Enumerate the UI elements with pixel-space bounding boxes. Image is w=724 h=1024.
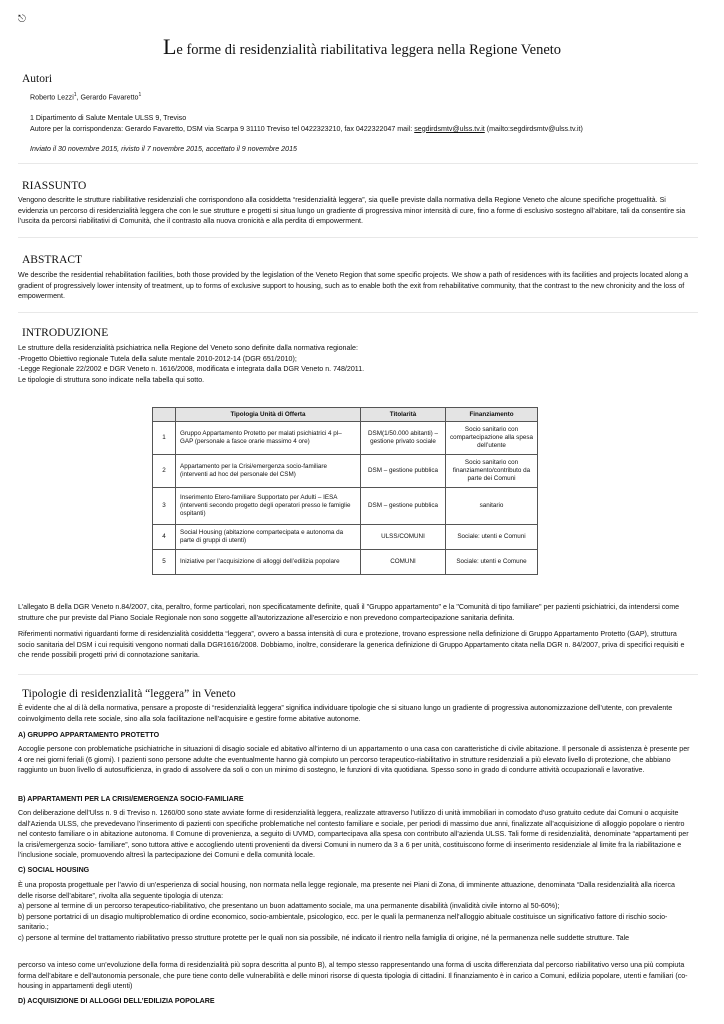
table-cell: ULSS/COMUNI — [361, 525, 446, 550]
intro-line: Le strutture della residenzialità psichiatrica nella Regione del Veneto sono definite dalla normativa regionale: — [18, 344, 358, 352]
subsection-d-heading: D) ACQUISIZIONE DI ALLOGGI DELL’EDILIZIA POPOLARE — [18, 997, 215, 1005]
subsection-b-text: Con deliberazione dell’Ulss n. 9 di Treviso n. 1260/00 sono state avviate forme di residenzialità leggera, realizzate attraverso l’utilizzo di unità immobiliari in comodato d’uso gratuito cedute dai Comuni o acquisite dall’Azienda ULSS, che prevedevano l’inserimento di pazienti con specifiche problematiche nel contesto familiare e sociale, per periodi di massimo due anni, finalizzate all’acquisizione di alloggio popolare o rientro nel contesto familiare o in abitazione autonoma. Il Comune di provenienza, a seguito di UVMD, compartecipava alla spesa con contributo all’azienda ULSS. Tali forme di residenzialità, denominate “appartamenti per la crisi/emergenza socio- familiare”, sono tuttora attive e accogliendo utenti provenienti da diversi Comuni in numero da 3 a 6 per unità, costituiscono forme di inserimento residenziale al limite fra la riabilitazione e l’inclusione sociale, promuovendo altresì la partecipazione dei Comuni e della comunità locale. — [18, 809, 689, 860]
divider — [18, 674, 698, 675]
subsection-a-text: Accoglie persone con problematiche psichiatriche in situazioni di disagio sociale ed abitativo all’interno di un appartamento o una casa con caratteristiche di civile abitazione. Il personale di assistenza è presente per 4 ore nei giorni feriali (6 giorni). I pazienti sono persone adulte che eventualmente hanno già compiuto un percorso terapeutico-riabilitativo in strutture residenziali a più elevato livello di protezione, che abbiano raggiunto un buon livello di autosufficienza, in grado di assolvere da soli o con un minimo di sostegno, le funzioni di vita quotidiana. Spesso sono in grado di condurre attività occupazionali e lavorative. — [18, 745, 690, 775]
intro-line: -Legge Regionale 22/2002 e DGR Veneto n. 1616/2008, modificata e integrata dalla DGR Veneto n. 748/2011. — [18, 365, 365, 374]
table-cell: Sociale: utenti e Comune — [446, 550, 538, 575]
after-table-text — [18, 602, 690, 661]
table-row — [153, 488, 538, 525]
divider — [18, 163, 698, 164]
table-cell: 3 — [153, 488, 176, 525]
table-header: Finanziamento — [446, 408, 538, 422]
table-row — [153, 455, 538, 488]
list-item: a) persone al termine di un percorso terapeutico-riabilitativo, che presentano un buon adattamento sociale, ma una permanente disabilità (invalidità civile intorno al 50-60%); — [18, 902, 560, 911]
table-cell: 1 — [153, 422, 176, 455]
introduzione-heading: INTRODUZIONE — [22, 327, 109, 339]
list-item: b) persone portatrici di un disagio multiproblematico di ordine economico, socio-ambientale, psicologico, ecc. per le quali la permanenza nell’alloggio abituale costituisce un significativo fattore di rischio socio-sanitario.; — [18, 912, 668, 932]
table-cell: DSM – gestione pubblica — [361, 455, 446, 488]
submission-dates: Inviato il 30 novembre 2015, rivisto il 7 novembre 2015, accettato il 9 novembre 2015 — [30, 145, 297, 154]
table-header-row — [153, 408, 538, 422]
riassunto-text: Vengono descritte le strutture riabilitative residenziali che corrispondono alla cosiddetta “residenzialità leggera”, sia quelle previste dalla normativa della Regione Veneto che alcune specifiche progettualità. Si evidenzia un percorso di residenzialità leggera che con le sue strutture e progetti si situa lungo un gradiente di progressiva minor intensità di cure, fino a forme di esclusivo sostegno all’abitare, tali da consentire sia l’uscita da percorsi riabilitativi di Comunità, che il contrasto alla nuova cronicità e alla perdita di empowerment. — [18, 196, 686, 226]
table-header: Tipologia Unità di Offerta — [176, 408, 361, 422]
correspondence: Autore per la corrispondenza: Gerardo Favaretto, DSM via Scarpa 9 31110 Treviso tel 0422323210, fax 0422322047 mail: segdirdsmtv@ulss.tv.it (mailto:segdirdsmtv@ulss.tv.it) — [30, 124, 583, 133]
table-cell: Socio sanitario con compartecipazione alla spesa dell’utente — [446, 422, 538, 455]
table-cell: Appartamento per la Crisi/emergenza socio-familiare (interventi ad hoc del personale del CSM) — [176, 455, 361, 488]
table-cell: Social Housing (abitazione compartecipata e autonoma da parte di gruppi di utenti) — [176, 525, 361, 550]
title-text: e forme di residenzialità riabilitativa leggera nella Regione Veneto — [176, 42, 562, 58]
table-cell: sanitario — [446, 488, 538, 525]
authors-heading: Autori — [22, 73, 53, 85]
riassunto-heading: RIASSUNTO — [22, 180, 87, 192]
intro-line: -Progetto Obiettivo regionale Tutela della salute mentale 2010-2012-14 (DGR 651/2010); — [18, 354, 297, 363]
table-cell: 5 — [153, 550, 176, 575]
print-icon[interactable]: ⎋ — [18, 14, 26, 25]
title-initial: L — [162, 34, 177, 59]
subsection-a-heading: A) GRUPPO APPARTAMENTO PROTETTO — [18, 731, 160, 739]
table-header: Titolarità — [361, 408, 446, 422]
table-header — [153, 408, 176, 422]
page-title — [0, 34, 724, 60]
table-cell: Iniziative per l’acquisizione di alloggi dell’edilizia popolare — [176, 550, 361, 575]
paragraph: È una proposta progettuale per l’avvio di un’esperienza di social housing, non normata nella legge regionale, ma presente nei Piani di Zona, di imminente attuazione, denominata “Dalla residenzialità alla ricerca delle risorse dell’abitare”, rivolta alla seguente tipologia di utenza: — [18, 881, 675, 900]
email-link[interactable]: segdirdsmtv@ulss.tv.it — [414, 124, 485, 133]
authors-block — [30, 90, 680, 155]
table-cell: Inserimento Etero-familiare Supportato per Adulti – IESA (interventi secondo progetto degli operatori presso le famiglie ospitanti) — [176, 488, 361, 525]
table-cell: DSM – gestione pubblica — [361, 488, 446, 525]
table-cell: Sociale: utenti e Comuni — [446, 525, 538, 550]
structure-types-table — [152, 407, 538, 575]
abstract-heading: ABSTRACT — [22, 254, 83, 266]
author-names: Roberto Lezzi$^1$, Gerardo Favaretto$^1$ — [30, 92, 142, 102]
abstract-text: We describe the residential rehabilitation facilities, both those provided by the legislation of the Veneto Region that some specific projects. We show a path of residences with its facilities and projects located along a gradient of progressively lower intensity of treatment, up to forms of exclusive support to housing, such as to enable both the exit from rehabilitative community, that the contrast to the new chronicity and the loss of empowerment. — [18, 271, 689, 301]
tipologie-heading: Tipologie di residenzialità “leggera” in Veneto — [22, 688, 236, 700]
table-row — [153, 525, 538, 550]
table-cell: Gruppo Appartamento Protetto per malati psichiatrici 4 pl– GAP (personale a fasce orarie massimo 4 ore) — [176, 422, 361, 455]
subsection-c-heading: C) SOCIAL HOUSING — [18, 866, 90, 874]
table-cell: 2 — [153, 455, 176, 488]
subsection-b-heading: B) APPARTAMENTI PER LA CRISI/EMERGENZA SOCIO-FAMILIARE — [18, 795, 244, 803]
subsection-c-continuation: percorso va inteso come un’evoluzione della forma di residenzialità più sopra descritta al punto B), al tempo stesso rappresentando una forma di uscita differenziata dal percorso riabilitativo verso una più compiuta forma dell’abitare e dell’autonomia personale, che pure tiene conto delle vulnerabilità e delle minori risorse di questa tipologia di cittadini. Il finanziamento è in carico a Comuni, edilizia popolare, utenti e familiari (co-housing in appartamenti degli utenti) — [18, 961, 688, 991]
introduzione-text — [18, 343, 690, 385]
table-cell: Socio sanitario con finanziamento/contributo da parte dei Comuni — [446, 455, 538, 488]
subsection-c-text — [18, 880, 690, 944]
paragraph: L’allegato B della DGR Veneto n.84/2007, cita, peraltro, forme particolari, non specificatamente definite, quali il "Gruppo appartamento" e la "Comunità di tipo familiare" per pazienti psichiatrici, da intendersi come strutture che pur previste dal Piano Sociale Regionale non sono soggette all'autorizzazione all'esercizio e non prevedono compartecipazione sanitaria definita. — [18, 603, 680, 622]
table-row — [153, 422, 538, 455]
divider — [18, 237, 698, 238]
intro-line: Le tipologie di struttura sono indicate nella tabella qui sotto. — [18, 375, 205, 384]
list-item: c) persone al termine del trattamento riabilitativo presso strutture protette per le quali non sia possibile, né indicato il rientro nella famiglia di origine, né la permanenza nelle suddette strutture. Tale — [18, 933, 630, 942]
affiliation: 1 Dipartimento di Salute Mentale ULSS 9, Treviso — [30, 113, 187, 122]
tipologie-intro: È evidente che al di là della normativa, pensare a proposte di “residenzialità leggera” significa individuare tipologie che si situano lungo un gradiente di progressiva autonomizzazione dell’utente, con prevalente coinvolgimento della rete sociale, sino alla sola facilitazione nell’acquisire e gestire forme abitative autonome. — [18, 704, 673, 723]
paragraph: Riferimenti normativi riguardanti forme di residenzialità cosiddetta “leggera”, ovvero a bassa intensità di cura e protezione, trovano espressione nella definizione di Gruppo Appartamento Protetto (GAP), struttura socio sanitaria del DSM i cui requisiti vengono normati dalla DGR1616/2008. Dobbiamo, inoltre, considerare la generica definizione di Gruppo Appartamento citata nella DGR n. 84/2007, priva di specifici requisiti e che rende possibili progetti privi di connotazione sanitaria. — [18, 630, 685, 660]
divider — [18, 312, 698, 313]
table-cell: DSM(1/50.000 abitanti) – gestione privato sociale — [361, 422, 446, 455]
table-cell: 4 — [153, 525, 176, 550]
table-cell: COMUNI — [361, 550, 446, 575]
table-row — [153, 550, 538, 575]
